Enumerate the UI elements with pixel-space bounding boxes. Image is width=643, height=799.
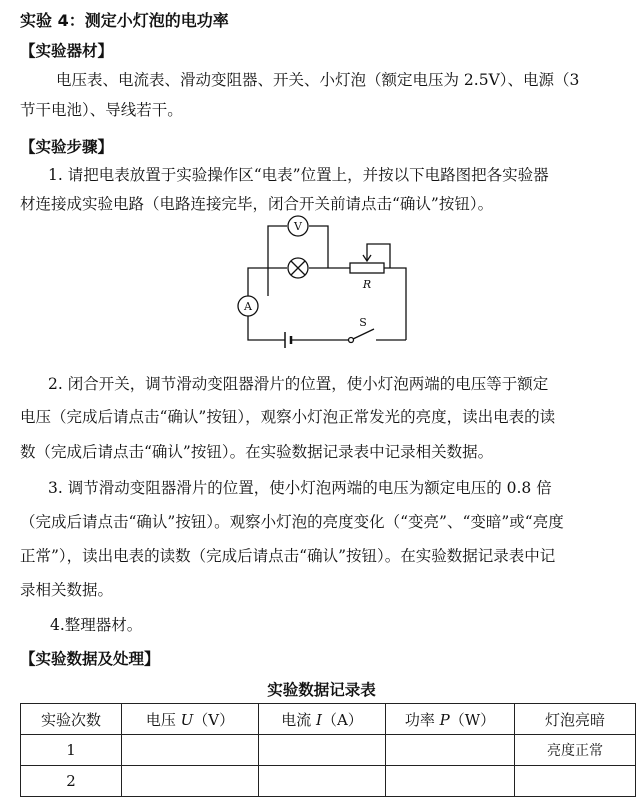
cell-power[interactable] bbox=[386, 735, 515, 766]
steps-heading: 【实验步骤】 bbox=[20, 138, 114, 156]
header-count: 实验次数 bbox=[21, 704, 122, 735]
wire bbox=[248, 316, 285, 340]
header-brightness: 灯泡亮暗 bbox=[515, 704, 636, 735]
materials-line-1: 电压表、电流表、滑动变阻器、开关、小灯泡（额定电压为 2.5V）、电源（3 bbox=[56, 71, 580, 89]
step-2-line-2: 电压（完成后请点击“确认”按钮），观察小灯泡正常发光的亮度，读出电表的读 bbox=[20, 408, 556, 426]
header-power: 功率 P（W） bbox=[386, 704, 515, 735]
circuit-diagram bbox=[230, 210, 430, 360]
step-2-line-3: 数（完成后请点击“确认”按钮）。在实验数据记录表中记录相关数据。 bbox=[20, 443, 494, 461]
table-header-row bbox=[21, 704, 636, 735]
cell-voltage[interactable] bbox=[122, 735, 259, 766]
ammeter-label: A bbox=[244, 300, 252, 313]
wire bbox=[268, 226, 287, 268]
page-title: 实验 4：测定小灯泡的电功率 bbox=[20, 11, 229, 30]
step-1-line-2: 材连接成实验电路（电路连接完毕，闭合开关前请点击“确认”按钮）。 bbox=[20, 195, 494, 213]
step-3-line-2: （完成后请点击“确认”按钮）。观察小灯泡的亮度变化（“变亮”、“变暗”或“亮度 bbox=[20, 513, 564, 531]
data-heading: 【实验数据及处理】 bbox=[20, 650, 160, 668]
cell-voltage[interactable] bbox=[122, 766, 259, 797]
step-3-line-4: 录相关数据。 bbox=[20, 581, 114, 599]
cell-power[interactable] bbox=[386, 766, 515, 797]
cell-count: 2 bbox=[21, 766, 122, 797]
wire bbox=[309, 226, 328, 268]
resistor-label: R bbox=[362, 278, 372, 291]
cell-count: 1 bbox=[21, 735, 122, 766]
wire bbox=[248, 268, 268, 296]
materials-line-2: 节干电池）、导线若干。 bbox=[20, 101, 183, 119]
lamp-cross bbox=[291, 261, 305, 275]
switch-label: S bbox=[359, 316, 367, 329]
step-3-line-1: 3. 调节滑动变阻器滑片的位置，使小灯泡两端的电压为额定电压的 0.8 倍 bbox=[48, 479, 552, 497]
cell-current[interactable] bbox=[259, 735, 386, 766]
table-row bbox=[21, 735, 636, 766]
step-2-line-1: 2. 闭合开关，调节滑动变阻器滑片的位置，使小灯泡两端的电压等于额定 bbox=[48, 375, 549, 393]
step-1-line-1: 1. 请把电表放置于实验操作区“电表”位置上，并按以下电路图把各实验器 bbox=[48, 166, 549, 184]
cell-current[interactable] bbox=[259, 766, 386, 797]
header-current: 电流 I（A） bbox=[259, 704, 386, 735]
switch-contact bbox=[349, 338, 354, 343]
table-row bbox=[21, 766, 636, 797]
cell-brightness: 亮度正常 bbox=[515, 735, 636, 766]
rheostat-symbol bbox=[350, 263, 384, 273]
step-3-line-3: 正常”），读出电表的读数（完成后请点击“确认”按钮）。在实验数据记录表中记 bbox=[20, 547, 556, 565]
table-title: 实验数据记录表 bbox=[267, 681, 376, 699]
materials-heading: 【实验器材】 bbox=[20, 42, 114, 60]
switch-lever bbox=[353, 329, 374, 339]
data-table bbox=[20, 703, 636, 797]
header-voltage: 电压 U（V） bbox=[122, 704, 259, 735]
wire bbox=[384, 268, 406, 340]
voltmeter-label: V bbox=[294, 220, 302, 233]
cell-brightness[interactable] bbox=[515, 766, 636, 797]
step-4: 4.整理器材。 bbox=[50, 616, 143, 634]
